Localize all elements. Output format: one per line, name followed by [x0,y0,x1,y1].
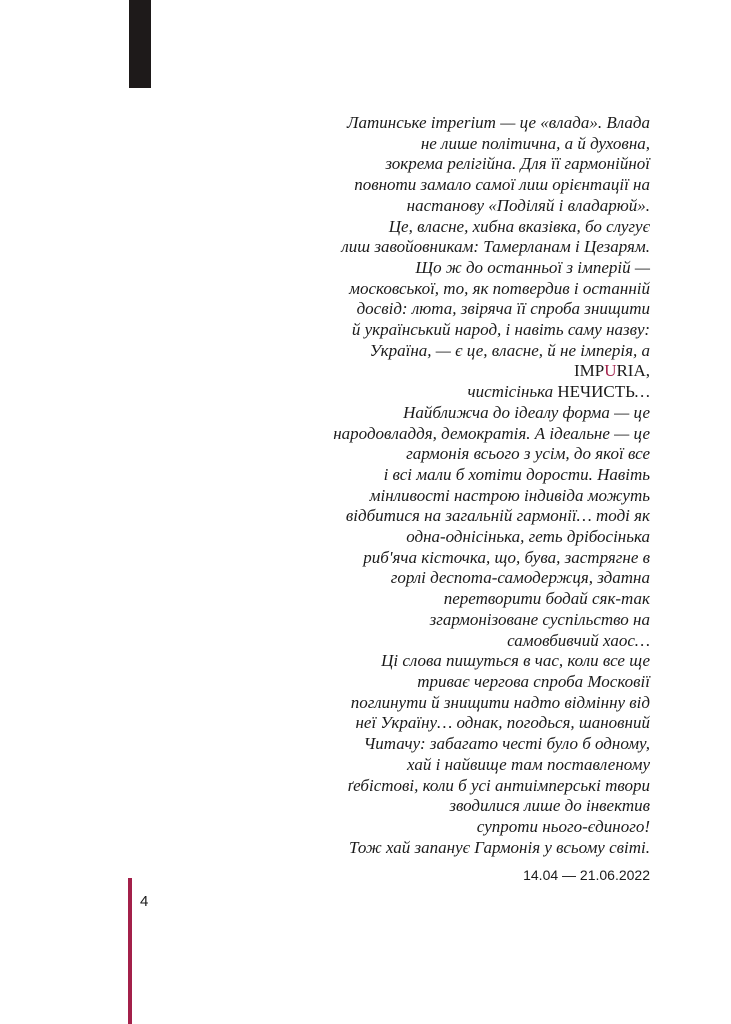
wordplay-part: IMP [573,361,605,381]
text-fragment: … [634,382,650,402]
text-line: відбитися на загальній гармонії… тоді як [345,506,650,526]
text-line: Ці слова пишуться в час, коли все ще [381,651,650,671]
text-line: супроти нього-єдиного! [476,816,650,836]
text-line [250,382,650,403]
text-line: настанову «Поділяй і владарюй». [406,195,650,215]
text-line: неї Україну… однак, погодься, шановний [355,713,650,733]
body-text [250,113,650,858]
text-line: і всі мали б хотіти дорости. Навіть [383,464,650,484]
emphasized-word: НЕЧИСТЬ [557,382,635,402]
wordplay-accent-letter: U [604,361,617,381]
text-line: гармонія всього з усім, до якої все [406,444,650,464]
text-line: зводилися лише до інвектив [449,796,650,816]
text-line: Україна, — є це, власне, й не імперія, а [369,340,650,360]
text-line: перетворити бодай сяк-так [443,589,650,609]
text-line: поглинути й знищити надто відмінну від [350,692,650,712]
text-line: риб'яча кісточка, що, бува, застрягне в [363,547,650,567]
page-number: 4 [140,893,149,910]
text-line: самовбивчий хаос… [507,630,650,650]
text-line: й український народ, і навіть саму назву: [351,320,650,340]
text-line: досвід: люта, звіряча її спроба знищити [356,299,650,319]
text-line: лиш завойовникам: Тамерланам і Цезарям. [341,237,650,257]
text-line: горлі деспота-самодержця, здатна [390,568,650,588]
text-line: повноти замало самої лиш орієнтації на [354,175,650,195]
text-line: Тож хай запанує Гармонія у всьому світі. [348,837,650,857]
text-line: московської, то, як потвердив і останній [349,278,650,298]
text-line: Читачу: забагато честі було б одному, [363,734,650,754]
page-margin-rule [128,878,132,1024]
text-line: мінливості настрою індивіда можуть [369,485,650,505]
date-range: 14.04 — 21.06.2022 [523,867,650,883]
text-line: Що ж до останньої з імперій — [415,257,650,277]
wordplay-part: RIA, [616,361,650,381]
text-line: ґебістові, коли б усі антиімперські твори [347,775,650,795]
text-line: Латинське imperium — це «влада». Влада [346,113,650,132]
text-line: згармонізоване суспільство на [429,609,650,629]
imperia-wordplay-line [250,361,650,382]
text-line: одна-однісінька, геть дрібосінька [406,527,650,547]
text-line: хай і найвище там поставленому [407,754,650,774]
text-line: Це, власне, хибна вказівка, бо слугує [388,216,650,236]
text-line: народовладдя, демократія. А ідеальне — це [333,423,650,443]
text-line: не лише політична, а й духовна, [420,133,650,153]
text-line: триває чергова спроба Московії [417,671,650,691]
text-line: Найближча до ідеалу форма — це [403,402,650,422]
top-decorative-bar [129,0,151,88]
text-fragment: чистісінька [467,382,558,402]
text-line: зокрема релігійна. Для її гармонійної [385,154,650,174]
